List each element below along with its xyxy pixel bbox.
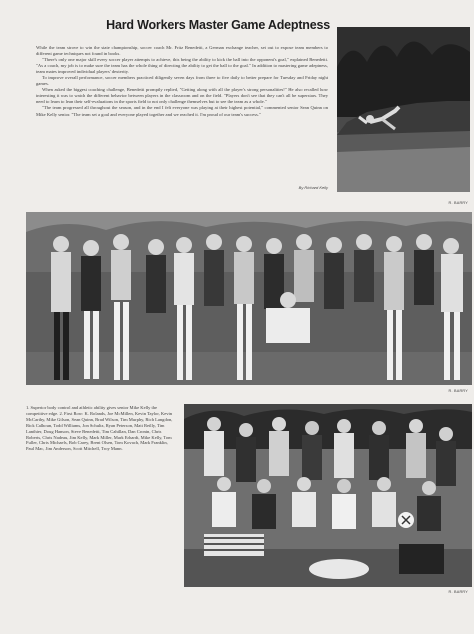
photo-credit: R. BARRY (448, 389, 468, 393)
article-paragraph: "The team progressed all throughout the season, and in the end I felt everyone was playing at their highest potential," commented senior Sean Quinn on Mike Kelly senior. "The team set a goal and everyone played together and we reached it. I'm proud of our team's success." (36, 105, 328, 117)
article-body (36, 45, 328, 118)
action-photo (337, 27, 470, 192)
caption-paragraph: 1. Superior body control and athletic ability gives senior Mike Kelly the competitive edge. 2. First Row: K. Rolands, Joe McMillen, Kevin Taylor, Kevin McCarthy, Mike Gilson, Sean Quinn, Brad Wilson, Tim Murphy, Rich Langdon, Rick Calhoun, Todd Williams, Jon Schultz, Ryan Peterson, Matt Reilly, Tim Lanthier, Doug Hanson, Steve Benedetti, Tim Cahillan, Dan Cronin, Chris Roberts, Chris Nadeau, Jim Kelly, Mark Miller, Mark Erhardt, Mike Kelly, Tom Fuller, Chris Michaels, Bob Carey, Brent Olsen, Tom Kovach, Mark Franklin, Paul Mac, Jim Anderson, Scott Mitchell, Troy Mann. (26, 405, 173, 452)
article-paragraph: "There's only one major skill every soccer player attempts to achieve, this being the ability to kick the ball into the opponent's goal," explained Benedetti. "As a coach, my job is to make sure the team has the whole thing of directing the ability to get the ball to the goal." In addition to mastering game adeptness, team mates improved individual players' dexterity. (36, 57, 328, 75)
photo-credit: R. BARRY (448, 590, 468, 594)
article-paragraph: While the team strove to win the state championship, soccer coach Mr. Fritz Benedetti, a German exchange teacher, set out to expose team members to different game techniques not found in books. (36, 45, 328, 57)
article-paragraph: To improve overall performance, soccer members practiced diligently seven days from three to five daily to better prepare for Tuesday and Friday night games. (36, 75, 328, 87)
group-photo (184, 404, 472, 587)
article-byline: By Richard Kelly (298, 185, 328, 190)
article-headline: Hard Workers Master Game Adeptness (106, 18, 330, 32)
photo-credit: R. BARRY (448, 201, 468, 205)
photo-caption (26, 405, 174, 452)
team-photo (26, 212, 472, 385)
article-paragraph: When asked the biggest coaching challenge, Benedetti promptly replied, "Getting along with all the player's strong personalities!" He also recalled how interesting it was to watch the different behavior between players in the classroom and on the field. "Players don't see that they can't all be superstars. They need to learn to lean their self-evaluations in the sports field to not only challenge themselves but to see the team as a whole." (36, 87, 328, 105)
